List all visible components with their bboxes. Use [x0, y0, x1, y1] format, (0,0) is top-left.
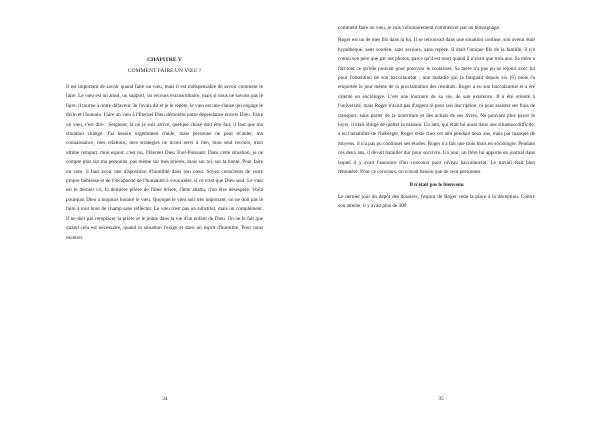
- chapter-heading: [66, 56, 263, 76]
- paragraph: Il est important de savoir quand faire un vœu, mais il est indispensable de savoir comment le faire. Le vœu est un atout, un support, un recours extraordinaire, mais si nous ne savons pas le faire, il tourne à notre défaveur. Je l'avais dit et je le répète, le vœu est une clause qui engage le divin et l'humain. Faire un vœu à l'Eternel Dieu démontre notre dépendance envers Dieu. Faire un vœu, c'est dire : Seigneur, là où je suis arrivé, quelque chose doit être fait, il faut que ma situation change. J'ai besoin urgemment d'aide, mais personne ne peut m'aider, ma connaissance, mes relations, mes stratégies ne m'ont servi à rien, mon seul recours, mon ultime rempart, mon espoir, c'est toi, l'Eternel Dieu Tout-Puissant. Dans cette situation, je ne compte plus sur ma personne, pas même sur mes prières, mais sur toi, sur ta bonté. Pour faire un vœu, il faut avoir une disposition d'humilité dans son cœur. Soyez conscients de votre propre faiblesse et de l'incapacité de l'humanité à vous aider, si ce n'est que Dieu seul. Le vœu est le dernier cri, la dernière prière de l'âme brisée, l'âme abattu, d'un être désespéré. Voilà pourquoi Dieu a toujours honoré le vœu. Quoique le vœu soit très important, on ne doit pas le faire à tout bout de champ sans réfléchir. Le vœu n'est pas un substitut, mais un complément. Il ne doit pas remplacer la prière et le jeûne dans la vie d'un enfant de Dieu. On ne le fait que quand cela est nécessaire, quand la situation l'exige et dans un esprit d'humilité. Pour nous montrer: [66, 84, 263, 241]
- chapter-number: CHAPITRE V: [147, 57, 182, 63]
- paragraph: comment faire un vœu, je vais volontairement commencer par un témoignage.: [338, 25, 501, 31]
- chapter-title: COMMENT FAIRE UN VŒU ?: [127, 68, 202, 74]
- left-text-column: [66, 83, 263, 246]
- right-text-column: [338, 24, 535, 215]
- page-number: 35: [438, 396, 444, 402]
- page-number: 34: [162, 396, 168, 402]
- right-page: [300, 0, 600, 424]
- paragraph: Roger est un de mes fils dans la foi. Il se retrouvait dans une situation confuse, son avenir était hypothéqué, sans soutien, sans secours, sans repère. Il était l'unique fils de la famille, il n'a connu son père que par ses photos, parce qu'il est mort quand il n'avait que trois ans. Sa mère a fait tout ce qu'elle pouvait pour pourvoir le scolariser. Sa mère n'a pas pu se réjouir avec lui pour l'obtention de son baccalauréat ; une maladie qui la fatiguait depuis six (6) mois l'a emportée le jour même de la proclamation des résultats. Roger a eu son baccalauréat et a été orienté en sociologie. C'est une tournure de sa vie, de son existence. Il a été orienté à l'université, mais Roger n'avait pas d'argent ni pour son inscription, ni pour assister ses frais de transport, sans parler de la nourriture et des achats de ses livres. Ne pouvant plus payer le loyer, il était obligé de quitter la maison. Un ami, qui était lui aussi dans une situation difficile, a eu l'amabilité de l'héberger. Roger reste chez cet ami pendant deux ans, mais par manque de moyens, il n'a pas pu continuer ses études. Roger n'a fait que trois mois en sociologie. Pendant ces deux ans, il devait batailler dur pour survivre. Un jour, un frère lui apporte un journal dans lequel il y avait l'annonce d'un concours pour niveau baccalauréat. Le travail était bien rémunéré. Pour ce concours, on n'avait besoin que de cent personnes: [338, 37, 535, 176]
- paragraph: Le dernier jour du dépôt des dossiers, l'espoir de Roger céda la place à la déception. Contre son attente, il y avait plus de 300: [338, 193, 535, 210]
- section-subheading: Il n'était pas le bienvenu: [409, 181, 464, 188]
